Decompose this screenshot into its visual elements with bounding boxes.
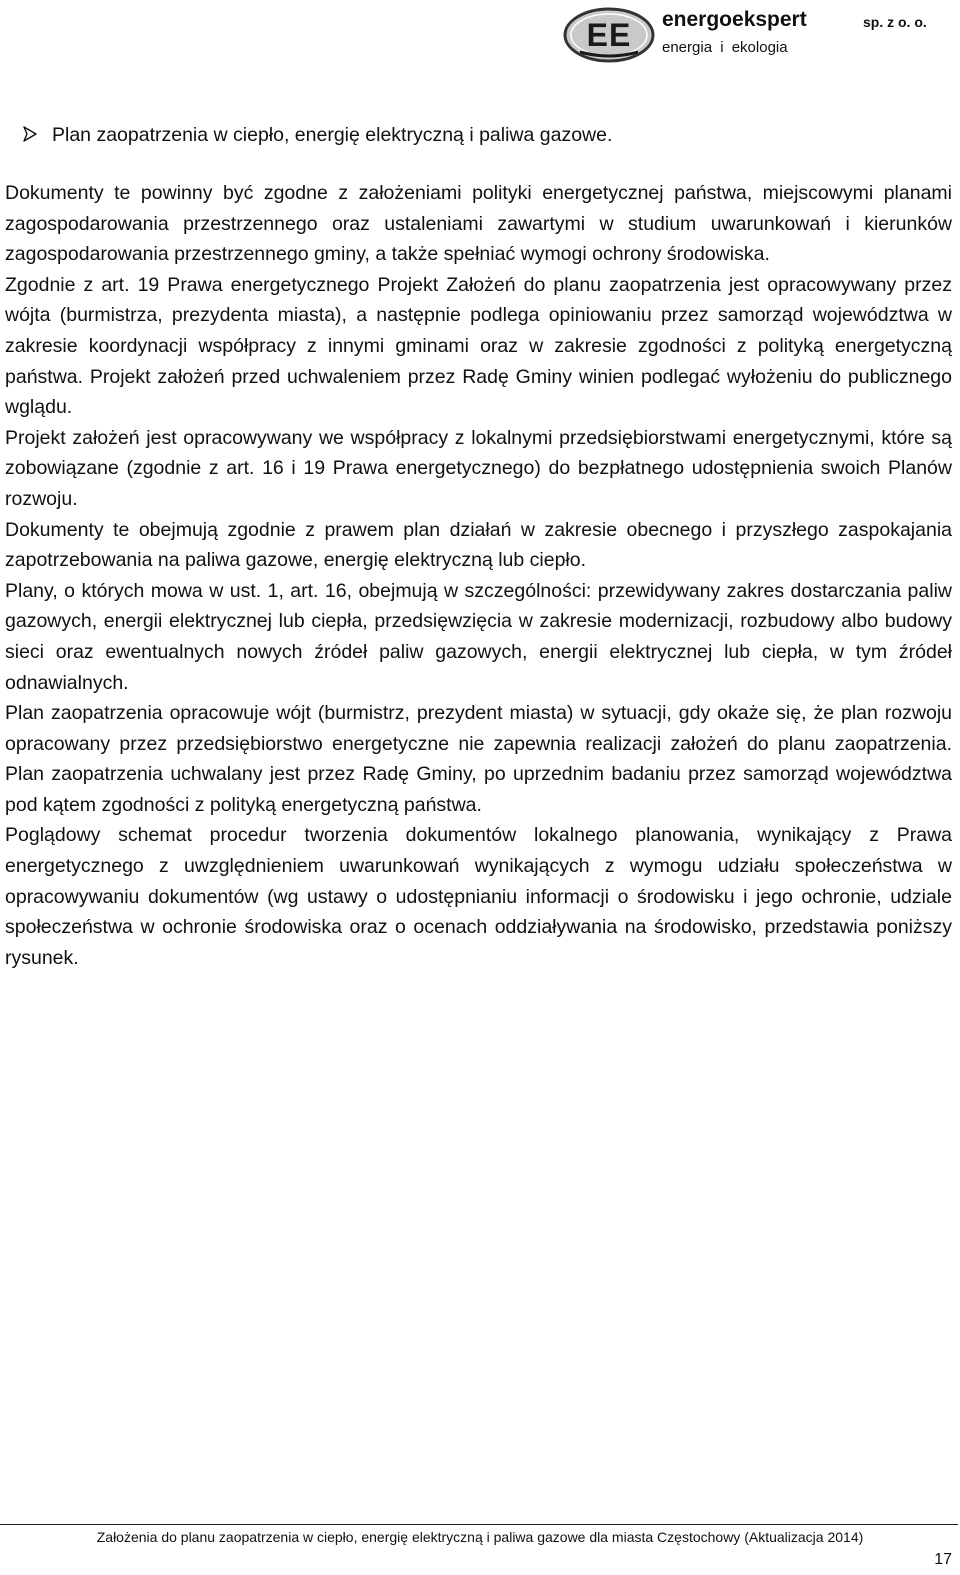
footer-document-title: Założenia do planu zaopatrzenia w ciepło, energię elektryczną i paliwa gazowe dla miasta Częstochowy (Aktualizacja 2014)	[96, 1529, 864, 1545]
paragraph: Plany, o których mowa w ust. 1, art. 16, obejmują w szczególności: przewidywany zakres dostarczania paliw gazowych, energii elektrycznej lub ciepła, przedsięwzięcia w zakresie modernizacji, rozbudowy albo budowy sieci oraz ewentualnych nowych źródeł paliw gazowych, energii elektrycznej lub ciepła, w tym źródeł odnawialnych.	[5, 579, 952, 694]
brand-tagline: energia i ekologia	[662, 39, 788, 56]
paragraph: Plan zaopatrzenia opracowuje wójt (burmistrz, prezydent miasta) w sytuacji, gdy okaże się, że plan rozwoju opracowany przez przedsiębiorstwo energetyczne nie zapewnia realizacji założeń do planu zaopatrzenia. Plan zaopatrzenia uchwalany jest przez Radę Gminy, po uprzednim badaniu przez samorząd województwa pod kątem zgodności z polityką energetyczną państwa.	[5, 702, 952, 816]
svg-text:EE: EE	[586, 17, 632, 53]
paragraph: Projekt założeń jest opracowywany we współpracy z lokalnymi przedsiębiorstwami energetycznymi, które są zobowiązane (zgodnie z art. 16 i 19 Prawa energetycznego) do bezpłatnego udostępnienia swoich Planów rozwoju.	[5, 426, 952, 510]
paragraph: Dokumenty te obejmują zgodnie z prawem plan działań w zakresie obecnego i przyszłego zaspokajania zapotrzebowania na paliwa gazowe, energię elektryczną lub ciepło.	[5, 518, 952, 572]
document-body	[5, 178, 952, 973]
paragraph: Poglądowy schemat procedur tworzenia dokumentów lokalnego planowania, wynikający z Prawa energetycznego z uwzględnieniem uwarunkowań wynikających z wymogu udziału społeczeństwa w opracowywaniu dokumentów (wg ustawy o udostępnianiu informacji o środowisku i jego ochronie, udziale społeczeństwa w ochronie środowiska oraz o ocenach oddziaływania na środowisko, przedstawia poniższy rysunek.	[5, 824, 952, 969]
arrow-bullet-icon	[22, 121, 52, 151]
brand-legal-suffix: sp. z o. o.	[863, 14, 927, 30]
footer-divider	[0, 1524, 958, 1525]
bullet-list-item	[22, 120, 612, 151]
logo-emblem-icon	[562, 6, 656, 64]
paragraph: Dokumenty te powinny być zgodne z założeniami polityki energetycznej państwa, miejscowymi planami zagospodarowania przestrzennego oraz ustaleniami zawartymi w studium uwarunkowań i kierunków zagospodarowania przestrzennego gminy, a także spełniać wymogi ochrony środowiska.	[5, 182, 952, 266]
page-number: 17	[934, 1551, 952, 1568]
paragraph: Zgodnie z art. 19 Prawa energetycznego Projekt Założeń do planu zaopatrzenia jest opracowywany przez wójta (burmistrza, prezydenta miasta), a następnie podlega opiniowaniu przez samorząd województwa w zakresie koordynacji współpracy z innymi gminami oraz w zakresie zgodności z polityką energetyczną państwa. Projekt założeń przed uchwaleniem przez Radę Gminy winien podlegać wyłożeniu do publicznego wglądu.	[5, 273, 952, 419]
company-logo	[560, 2, 940, 70]
bullet-item-text: Plan zaopatrzenia w ciepło, energię elektryczną i paliwa gazowe.	[52, 124, 613, 146]
brand-name: energoekspert	[662, 8, 807, 31]
